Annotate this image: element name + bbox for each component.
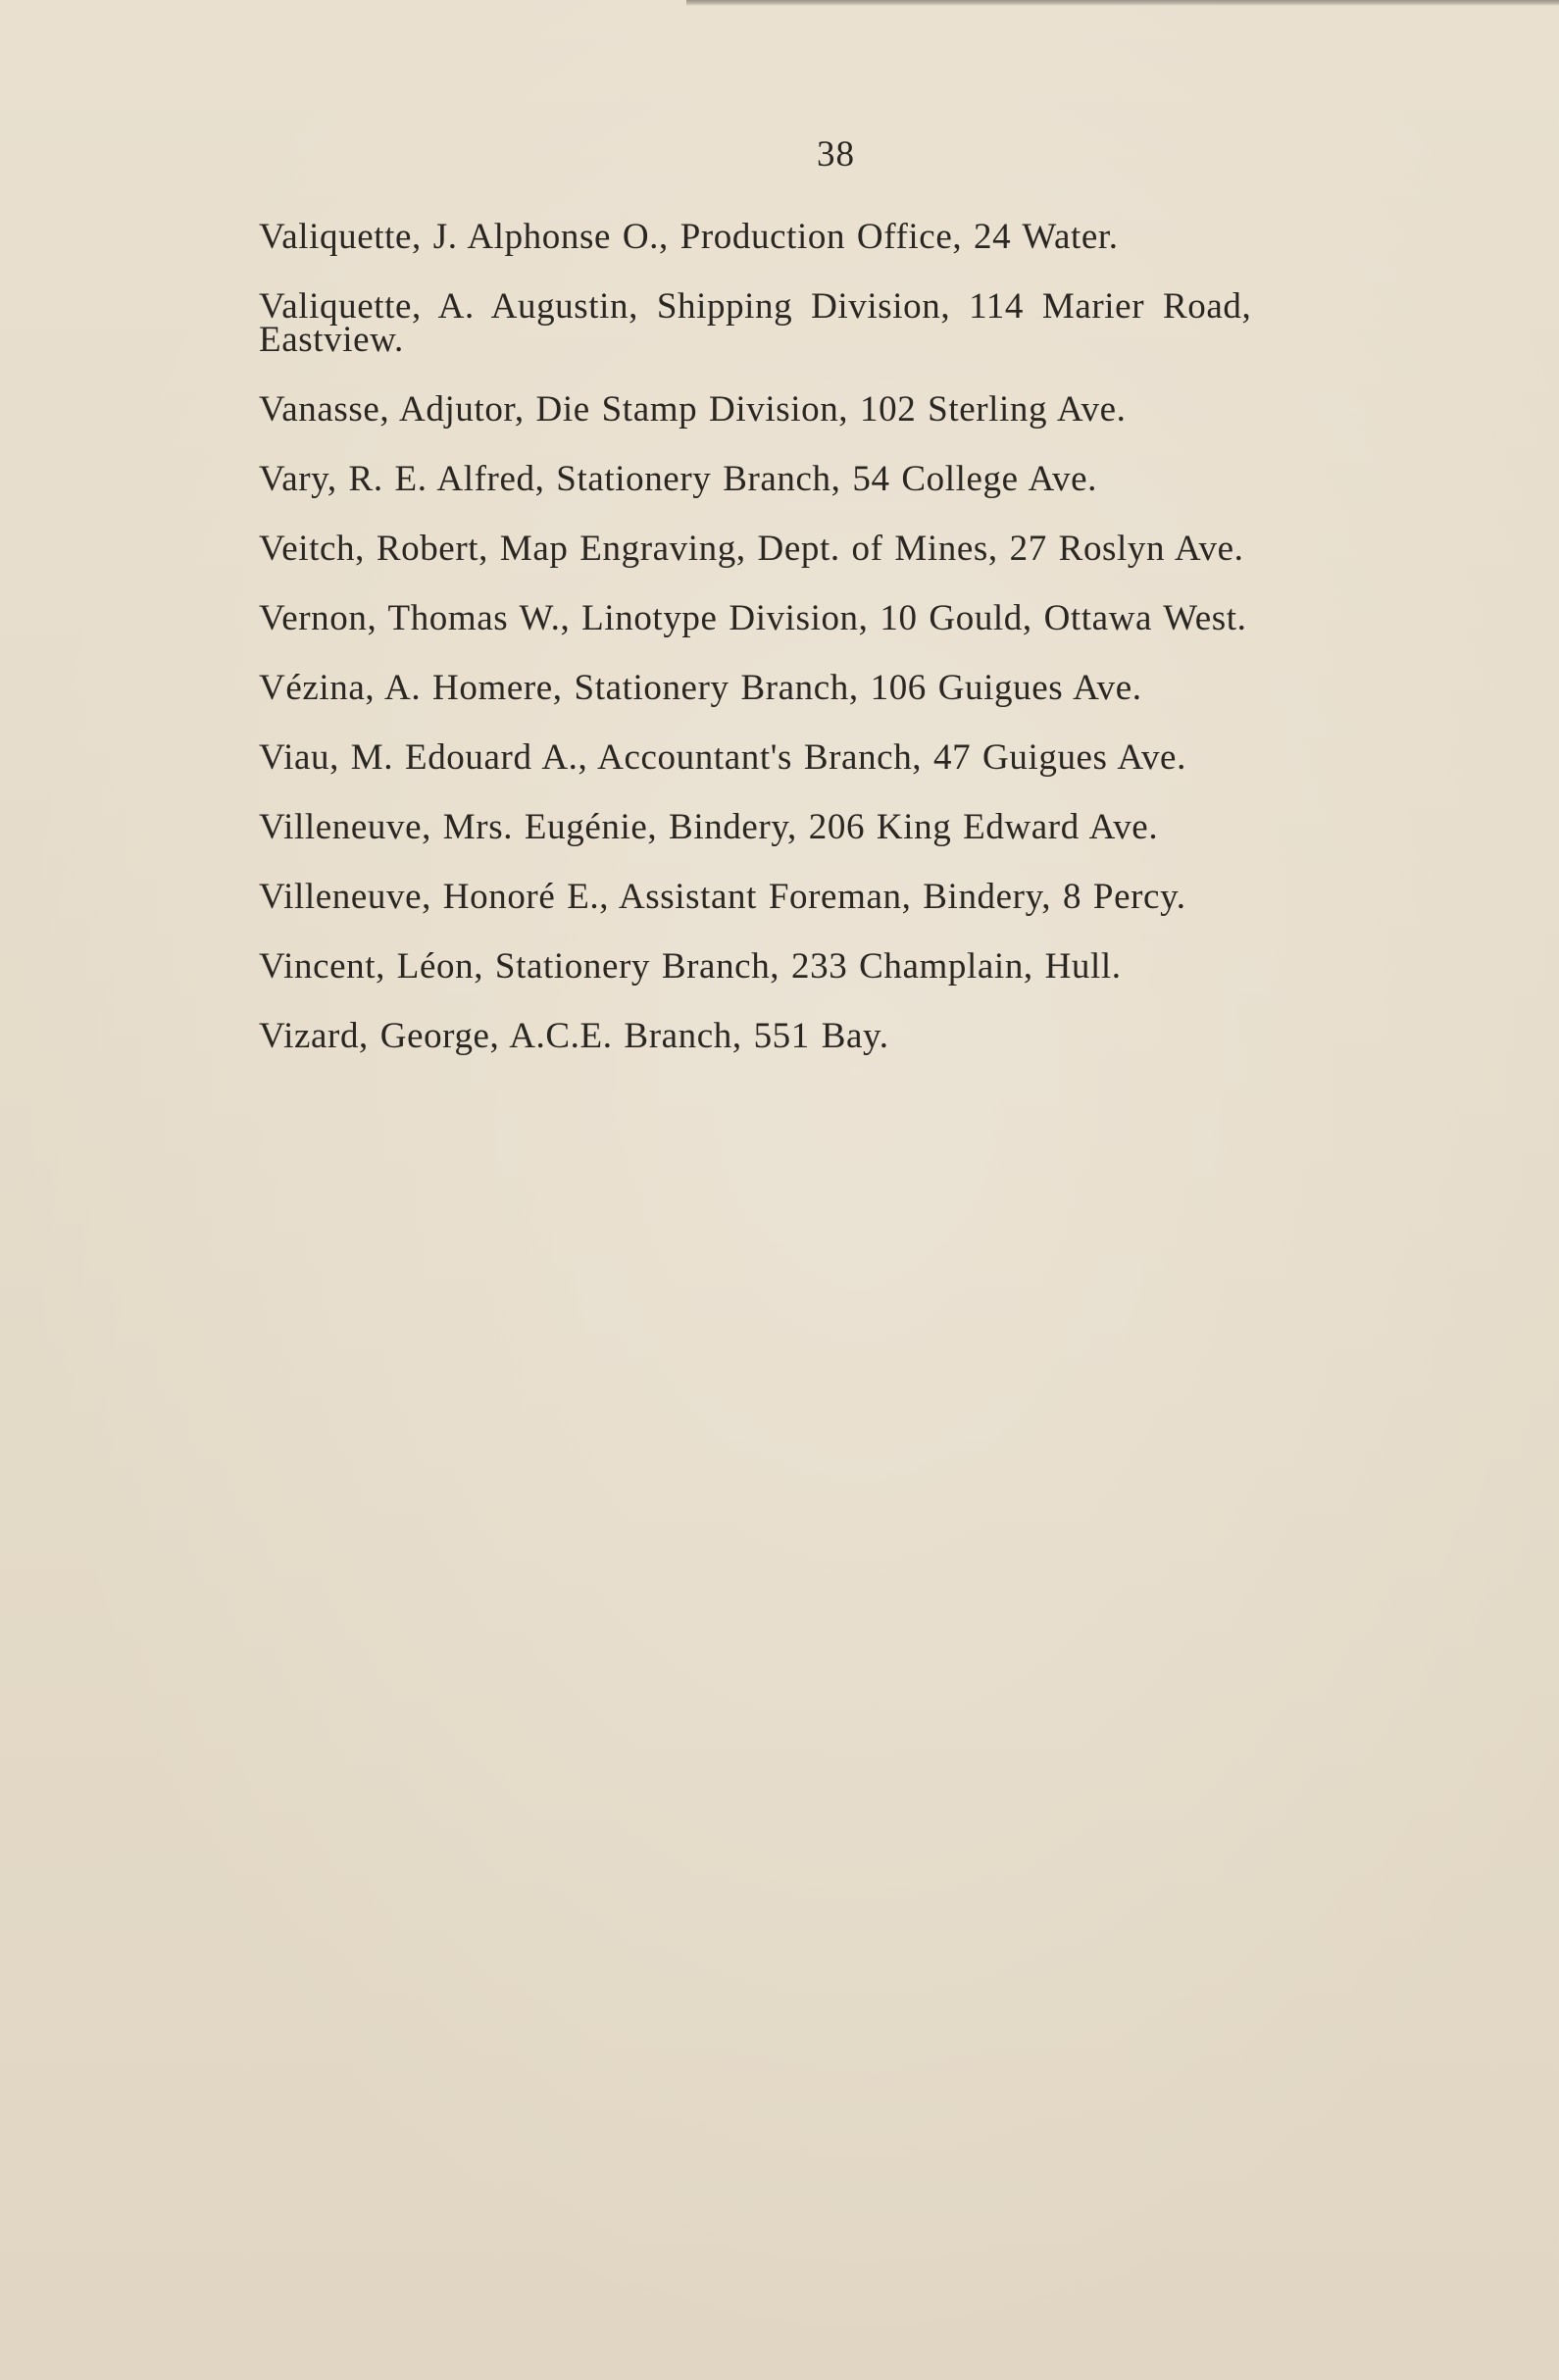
page-number: 38 (817, 134, 855, 175)
entry-text: Vary, R. E. Alfred, Stationery Branch, 54 College Ave. (259, 459, 1098, 499)
list-item (259, 738, 1435, 778)
entry-text: Valiquette, J. Alphonse O., Production Office, 24 Water. (259, 217, 1119, 257)
list-item (259, 287, 1435, 360)
entry-text: Villeneuve, Honoré E., Assistant Foreman, Bindery, 8 Percy. (259, 877, 1186, 917)
list-item (259, 1017, 1435, 1056)
list-item (259, 530, 1435, 569)
entry-text: Vanasse, Adjutor, Die Stamp Division, 102 Sterling Ave. (259, 389, 1127, 430)
entry-text: Vernon, Thomas W., Linotype Division, 10 Gould, Ottawa West. (259, 598, 1247, 638)
entry-text: Villeneuve, Mrs. Eugénie, Bindery, 206 King Edward Ave. (259, 807, 1159, 847)
entry-text: Valiquette, A. Augustin, Shipping Division, 114 Marier Road, (259, 286, 1252, 327)
list-item (259, 599, 1435, 638)
entry-text: Vézina, A. Homere, Stationery Branch, 106 Guigues Ave. (259, 668, 1142, 708)
directory-list (259, 218, 1435, 1087)
list-item (259, 218, 1435, 257)
list-item (259, 878, 1435, 917)
entry-text: Vincent, Léon, Stationery Branch, 233 Champlain, Hull. (259, 946, 1122, 987)
list-item (259, 947, 1435, 987)
entry-text: Vizard, George, A.C.E. Branch, 551 Bay. (259, 1016, 889, 1056)
list-item (259, 808, 1435, 847)
list-item (259, 669, 1435, 708)
page-top-edge (686, 0, 1559, 6)
entry-text: Veitch, Robert, Map Engraving, Dept. of Mines, 27 Roslyn Ave. (259, 529, 1244, 569)
entry-text: Viau, M. Edouard A., Accountant's Branch, 47 Guigues Ave. (259, 737, 1186, 778)
entry-continuation: Eastview. (259, 320, 404, 360)
list-item (259, 390, 1435, 430)
list-item (259, 460, 1435, 499)
